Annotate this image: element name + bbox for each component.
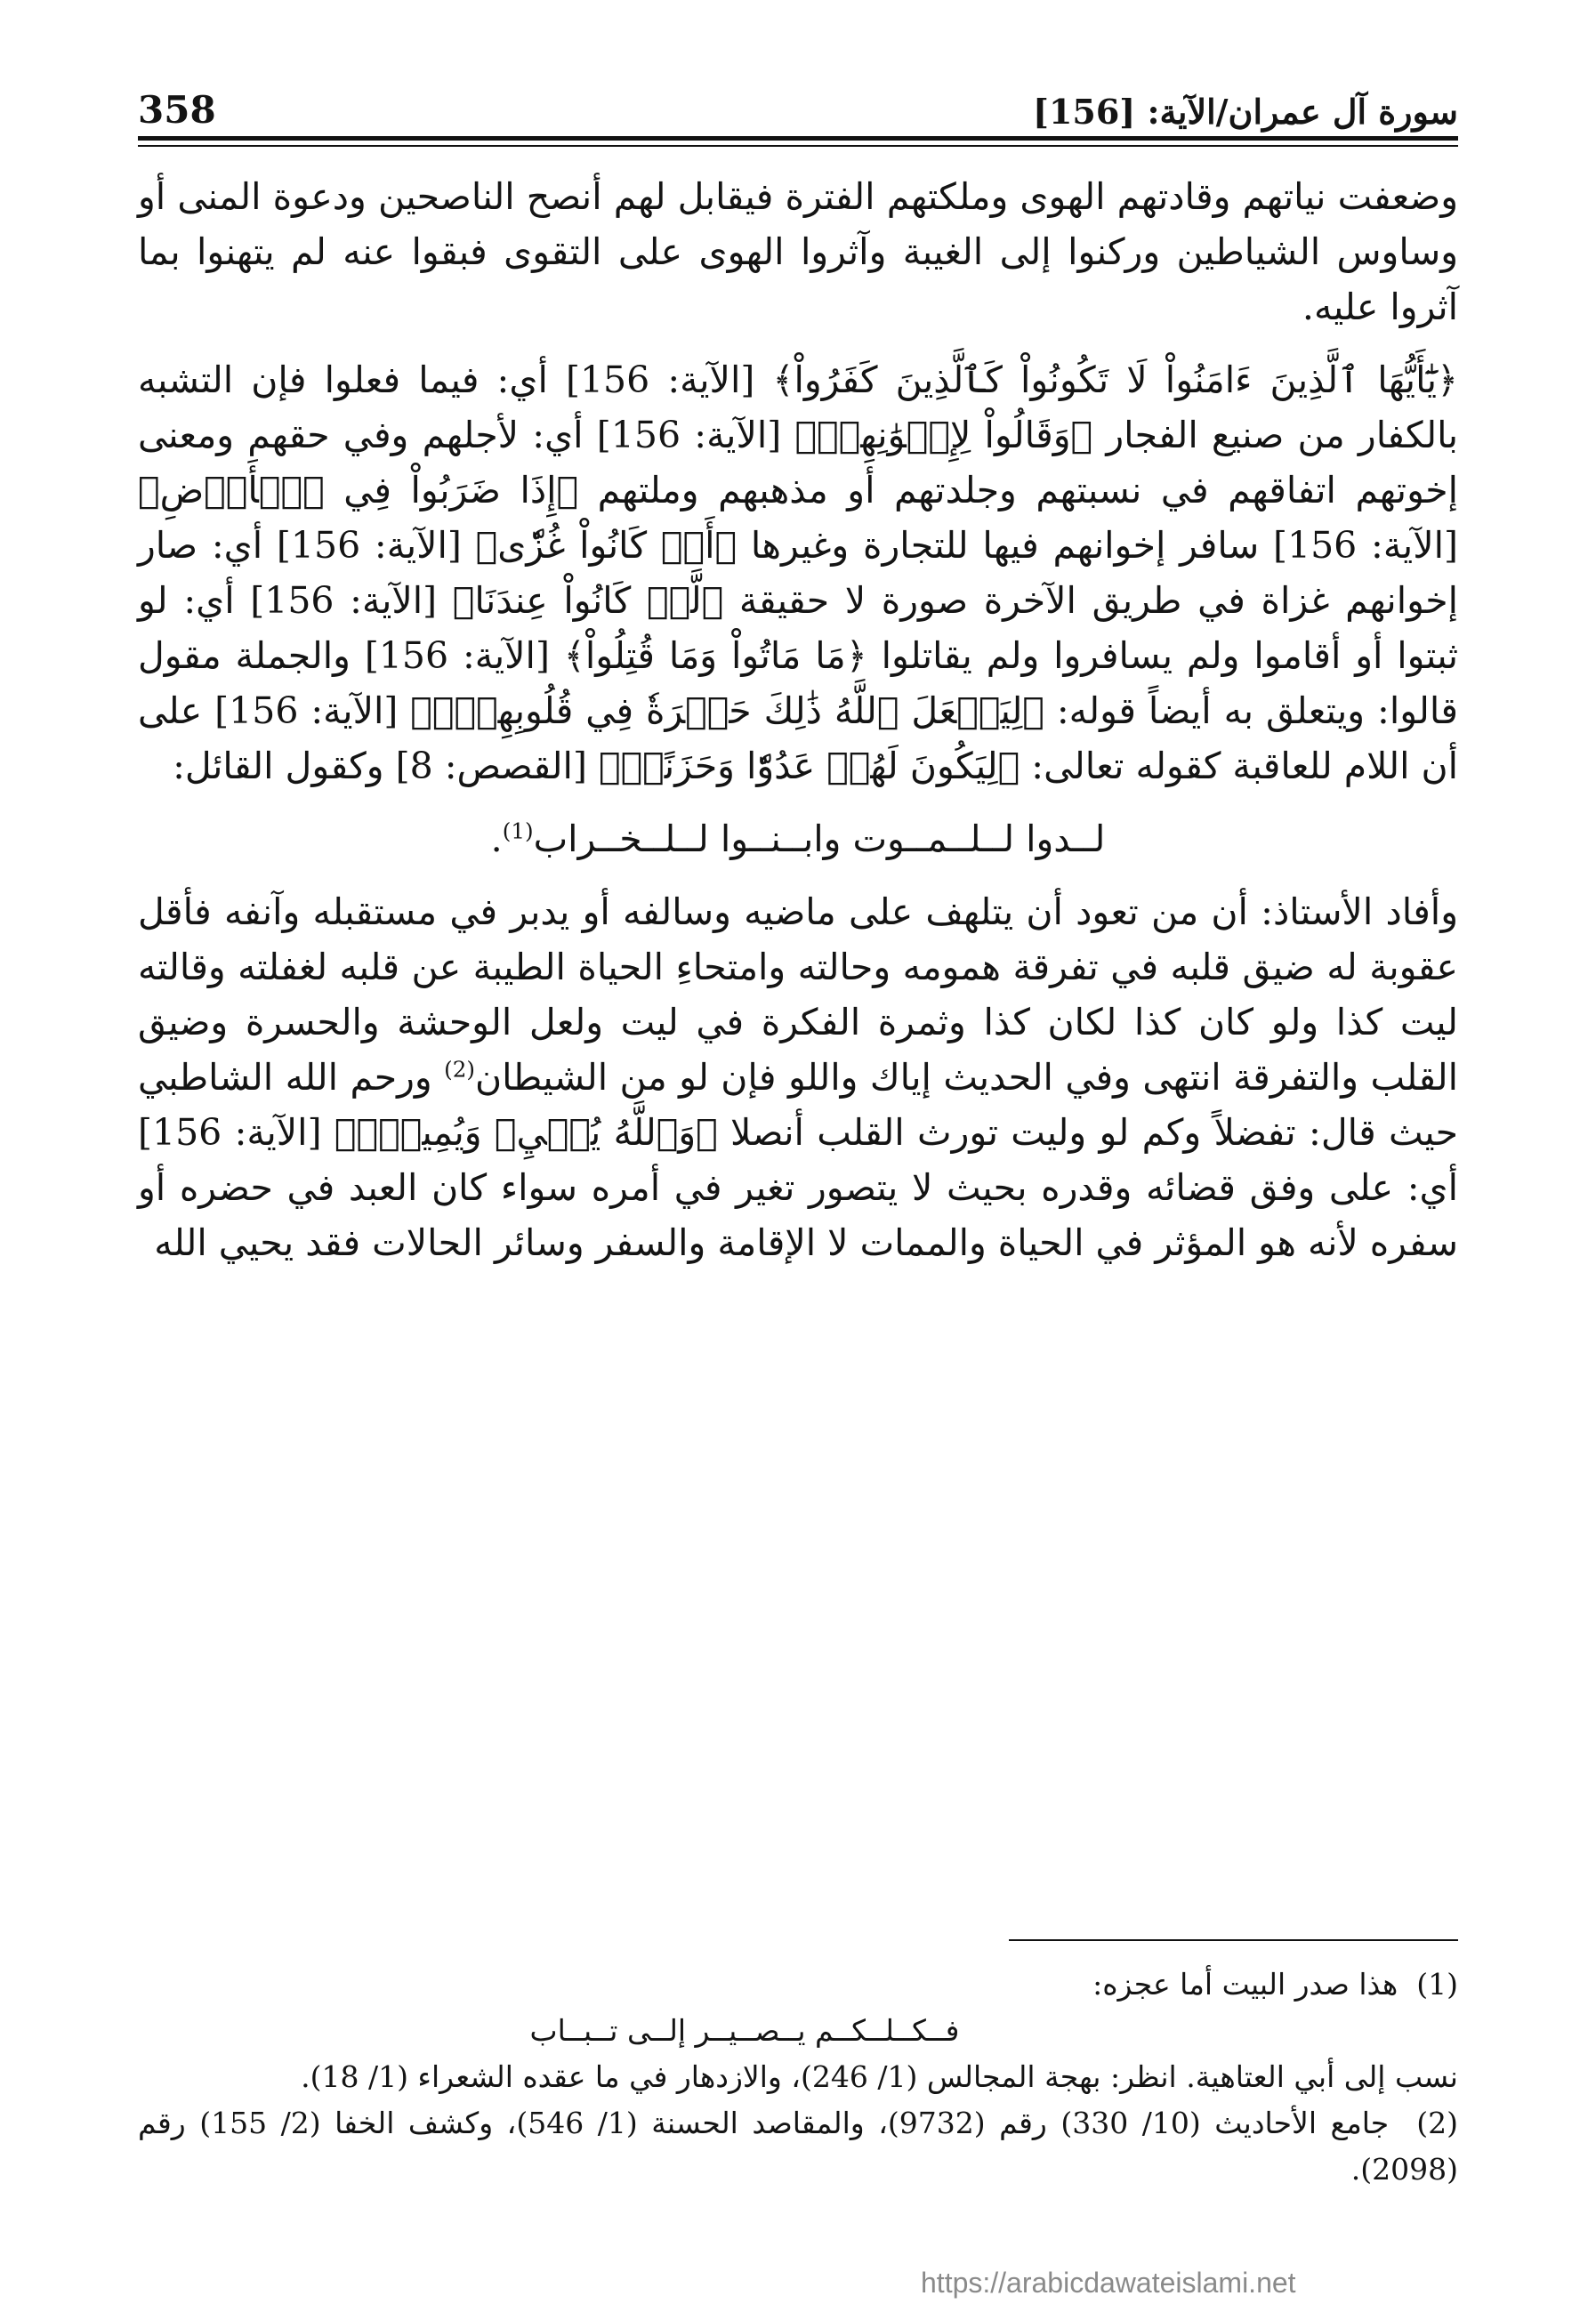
footnote-1-text: هذا صدر البيت أما عجزه: <box>1092 1967 1399 2002</box>
footnote-1-mark: (1) <box>1416 1967 1458 2002</box>
header-rule-thick <box>138 136 1458 141</box>
footnote-2-mark: (2) <box>1416 2106 1458 2140</box>
poem-text: لــدوا لــلــمــوت وابــنــوا لــلــخــراب <box>533 818 1106 860</box>
footnote-ref-1: (1) <box>502 818 534 844</box>
footnote-1-verse: فــكــلــكــم يــصــيــر إلــى تــبــاب <box>529 2013 960 2048</box>
paragraph-2: ﴿يَٰٓأَيُّهَا ٱلَّذِينَ ءَامَنُواْ لَا تَكُونُواْ كَٱلَّذِينَ كَفَرُواْ﴾ [الآية: 156] أي: فيما فعلوا فإن التشبه بالكفار من صنيع الفجار ﴿وَقَالُواْ لِإِخۡوَٰنِهِمۡ﴾ [الآية: 156] أي: لأجلهم وفي حقهم ومعنى إخوتهم اتفاقهم في نسبتهم وجلدتهم أو مذهبهم وملتهم ﴿إِذَا ضَرَبُواْ فِي ٱلۡأَرۡضِ﴾ [الآية: 156] سافر إخوانهم فيها للتجارة وغيرها ﴿أَوۡ كَانُواْ غُزّٗى﴾ [الآية: 156] أي: صار إخوانهم غزاة في طريق الآخرة صورة لا حقيقة ﴿لَّوۡ كَانُواْ عِندَنَا﴾ [الآية: 156] أي: لو ثبتوا أو أقاموا ولم يسافروا ولم يقاتلوا ﴿مَا مَاتُواْ وَمَا قُتِلُواْ﴾ [الآية: 156] والجملة مقول قالوا: ويتعلق به أيضاً قوله: ﴿لِيَجۡعَلَ ٱللَّهُ ذَٰلِكَ حَسۡرَةٗ فِي قُلُوبِهِمۡۗ﴾ [الآية: 156] على أن اللام للعاقبة كقوله تعالى: ﴿لِيَكُونَ لَهُمۡ عَدُوّٗا وَحَزَنًاۗ﴾ [القصص: 8] وكقول القائل: <box>138 358 1459 787</box>
running-title: سورة آل عمران/الآية: [156] <box>1032 92 1458 132</box>
poem-end: . <box>490 818 503 860</box>
paragraph-3-text: وأفاد الأستاذ: أن من تعود أن يتلهف على ماضيه وسالفه أو يدبر في مستقبله وآنفه فأقل عقوبة له ضيق قلبه في تفرقة همومه وحالته وامتحاءِ الحياة الطيبة عن قلبه لغفلته وقالته ليت كذا ولو كان كذا لكان كذا وثمرة الفكرة في ليت ولعل الوحشة والحسرة وضيق القلب والتفرقة انتهى وفي الحديث إياك واللو فإن لو من الشيطان <box>138 890 1458 1099</box>
header-rule-thin <box>138 145 1458 147</box>
footnote-separator <box>1009 1939 1458 1941</box>
footnotes <box>138 1962 1458 2193</box>
footnote-1-source: نسب إلى أبي العتاهية. انظر: بهجة المجالس (1/ 246)، والازدهار في ما عقده الشعراء (1/ 18). <box>301 2059 1458 2094</box>
footnote-2-text: جامع الأحاديث (10/ 330) رقم (9732)، والمقاصد الحسنة (1/ 546)، وكشف الخفا (2/ 155) رقم (2098). <box>138 2106 1458 2187</box>
watermark-url: https://arabicdawateislami.net <box>921 2267 1296 2299</box>
paragraph-1: وضعفت نياتهم وقادتهم الهوى وملكتهم الفترة فيقابل لهم أنصح الناصحين ودعوة المنى أو وساوس الشياطين وركنوا إلى الغيبة وآثروا الهوى على التقوى فبقوا عنه لم يتهنوا بما آثروا عليه. <box>138 175 1458 328</box>
poem-line <box>138 811 1458 866</box>
main-text <box>138 169 1458 1288</box>
footnote-2 <box>138 2100 1458 2193</box>
paragraph-3-rest: ورحم الله الشاطبي حيث قال: تفضلاً وكم لو وليت تورث القلب أنصلا ﴿وَٱللَّهُ يُحۡيِۦ وَيُمِيتُۗ﴾ [الآية: 156] أي: على وفق قضائه وقدره بحيث لا يتصور تغير في أمره سواء كان العبد في حضره أو سفره لأنه هو المؤثر في الحياة والممات لا الإقامة والسفر وسائر الحالات فقد يحيي الله <box>138 1056 1459 1264</box>
page-number: 358 <box>138 88 216 132</box>
footnote-1 <box>138 1962 1458 2008</box>
paragraph-3 <box>138 884 1458 1270</box>
page-header <box>138 69 1458 132</box>
footnote-ref-2: (2) <box>444 1056 476 1083</box>
